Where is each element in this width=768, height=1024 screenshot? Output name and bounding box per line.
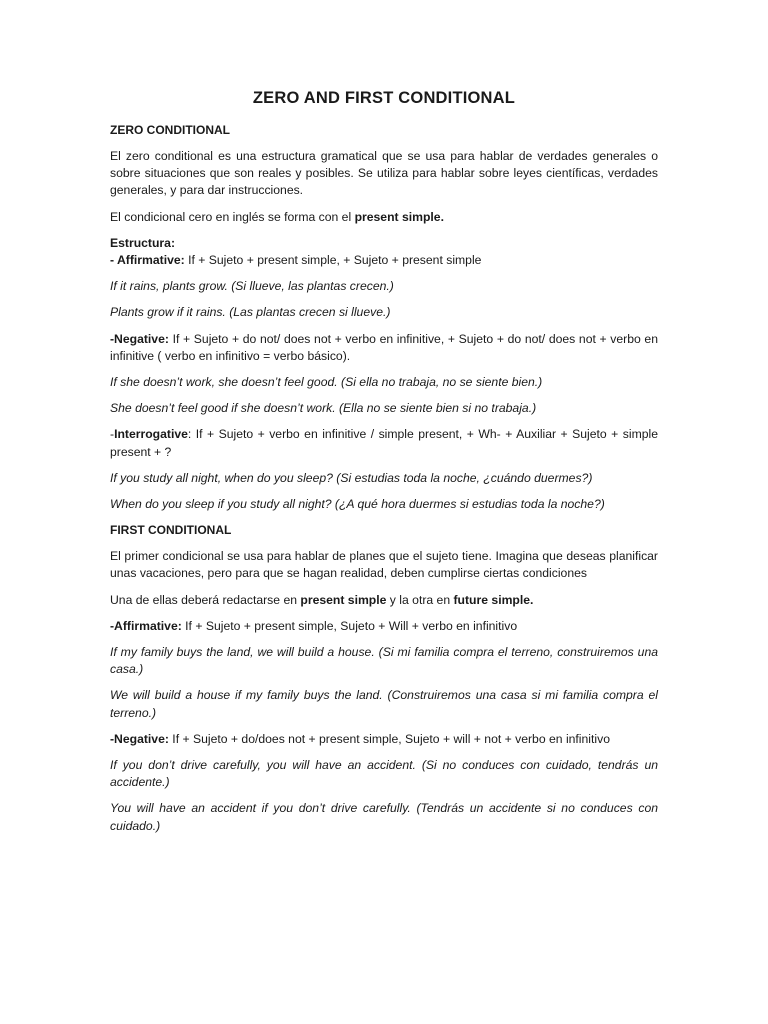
document-page bbox=[110, 88, 658, 844]
zero-form-paragraph bbox=[110, 209, 658, 226]
zero-affirmative-label: - Affirmative: bbox=[110, 253, 185, 268]
zero-interrogative-example-2: When do you sleep if you study all night? (¿A qué hora duermes si estudias toda la noche?) bbox=[110, 497, 605, 512]
first-negative-label: -Negative: bbox=[110, 731, 169, 746]
zero-negative-rule bbox=[110, 331, 658, 365]
zero-interrogative-label: Interrogative bbox=[114, 427, 188, 442]
first-form-bold-2: future simple. bbox=[453, 592, 534, 607]
zero-negative-label: -Negative: bbox=[110, 331, 169, 346]
zero-interrogative-prefix: - bbox=[110, 427, 115, 442]
first-form-bold-1: present simple bbox=[300, 592, 387, 607]
first-negative-text: If + Sujeto + do/does not + present simple, Sujeto + will + not + verbo en infinitivo bbox=[168, 731, 610, 746]
document-title: ZERO AND FIRST CONDITIONAL bbox=[252, 89, 516, 107]
first-form-paragraph bbox=[110, 592, 658, 609]
first-negative-example-2: You will have an accident if you don’t drive carefully. (Tendrás un accidente si no conduces con cuidado.) bbox=[110, 801, 658, 833]
first-negative-rule bbox=[110, 731, 658, 748]
zero-negative-text: If + Sujeto + do not/ does not + verbo en infinitive, + Sujeto + do not/ does not + verbo en infinitive ( verbo en infinitivo = verbo básico). bbox=[110, 331, 658, 363]
first-affirmative-label: -Affirmative: bbox=[110, 618, 182, 633]
zero-interrogative-example-1: If you study all night, when do you sleep? (Si estudias toda la noche, ¿cuándo duermes?) bbox=[110, 470, 593, 485]
first-conditional-heading: FIRST CONDITIONAL bbox=[110, 523, 232, 538]
first-affirmative-example-1: If my family buys the land, we will build a house. (Si mi familia compra el terreno, construiremos una casa.) bbox=[110, 645, 658, 677]
zero-affirmative-text: If + Sujeto + present simple, + Sujeto + present simple bbox=[184, 253, 482, 268]
zero-form-bold: present simple. bbox=[354, 209, 444, 224]
estructura-label: Estructura: bbox=[110, 235, 176, 250]
zero-interrogative-rule bbox=[110, 426, 658, 460]
zero-affirmative-example-2: Plants grow if it rains. (Las plantas crecen si llueve.) bbox=[110, 305, 391, 320]
zero-negative-example-2: She doesn’t feel good if she doesn’t work. (Ella no se siente bien si no trabaja.) bbox=[110, 401, 537, 416]
zero-intro-paragraph: El zero conditional es una estructura gramatical que se usa para hablar de verdades generales o sobre situaciones que son reales y posibles. Se utiliza para hablar sobre leyes científicas, verdades generales, y para dar instrucciones. bbox=[110, 149, 658, 198]
zero-form-prefix: El condicional cero en inglés se forma con el bbox=[110, 209, 355, 224]
first-affirmative-text: If + Sujeto + present simple, Sujeto + Will + verbo en infinitivo bbox=[181, 618, 518, 633]
zero-affirmative-example-1: If it rains, plants grow. (Si llueve, las plantas crecen.) bbox=[110, 279, 394, 294]
first-negative-example-1: If you don’t drive carefully, you will have an accident. (Si no conduces con cuidado, tendrás un accidente.) bbox=[110, 758, 658, 790]
zero-interrogative-text: : If + Sujeto + verbo en infinitive / simple present, + Wh- + Auxiliar + Sujeto + simple present + ? bbox=[110, 427, 658, 459]
first-intro-paragraph: El primer condicional se usa para hablar de planes que el sujeto tiene. Imagina que deseas planificar unas vacaciones, pero para que se hagan realidad, deben cumplirse ciertas condiciones bbox=[110, 549, 658, 581]
zero-conditional-heading: ZERO CONDITIONAL bbox=[110, 123, 230, 137]
first-form-mid: y la otra en bbox=[386, 592, 454, 607]
zero-affirmative-rule bbox=[110, 252, 658, 269]
first-affirmative-rule bbox=[110, 618, 658, 635]
first-form-prefix: Una de ellas deberá redactarse en bbox=[110, 592, 301, 607]
first-affirmative-example-2: We will build a house if my family buys the land. (Construiremos una casa si mi familia compra el terreno.) bbox=[110, 688, 658, 720]
zero-negative-example-1: If she doesn’t work, she doesn’t feel good. (Si ella no trabaja, no se siente bien.) bbox=[110, 375, 543, 390]
